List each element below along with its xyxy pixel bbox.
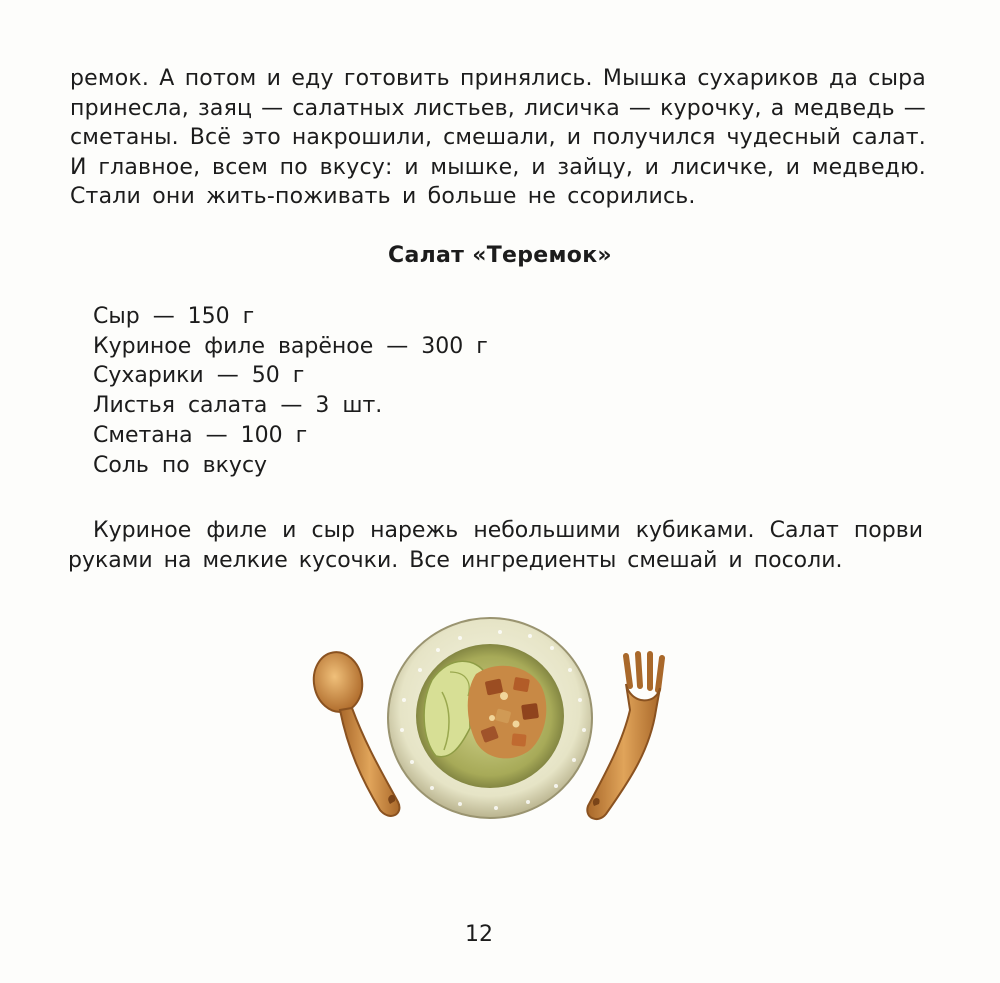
story-line: Стали они жить-поживать и больше не ссорились. bbox=[70, 184, 696, 209]
wooden-spoon-icon bbox=[309, 648, 399, 816]
wooden-fork-icon bbox=[587, 654, 662, 819]
story-line: И главное, всем по вкусу: и мышке, и зайцу, и лисичке, и медведю. bbox=[70, 154, 926, 180]
page-number: 12 bbox=[465, 922, 493, 947]
ingredient-item: Сухарики — 50 г bbox=[93, 363, 305, 389]
ingredients-list bbox=[93, 302, 488, 480]
salad-illustration bbox=[300, 600, 680, 840]
recipe-method bbox=[68, 516, 923, 576]
story-line: ремок. А потом и еду готовить принялись. Мышка сухариков да сыра bbox=[70, 66, 926, 91]
story-line: сметаны. Всё это накрошили, смешали, и получился чудесный салат. bbox=[70, 125, 926, 150]
ingredient-item: Соль по вкусу bbox=[93, 452, 268, 478]
ingredient-item: Куриное филе варёное — 300 г bbox=[93, 333, 488, 359]
story-line: принесла, заяц — салатных листьев, лисичка — курочку, а медведь — bbox=[70, 95, 926, 121]
ingredient-item: Сметана — 100 г bbox=[93, 422, 308, 448]
salad-plate-icon bbox=[388, 618, 592, 818]
ingredient-item: Листья салата — 3 шт. bbox=[93, 393, 383, 419]
method-line: Куриное филе и сыр нарежь небольшими кубиками. Салат порви bbox=[93, 518, 923, 543]
story-text bbox=[70, 64, 926, 212]
method-line: руками на мелкие кусочки. Все ингредиенты смешай и посоли. bbox=[68, 548, 843, 573]
recipe-title: Салат «Теремок» bbox=[388, 243, 612, 268]
ingredient-item: Сыр — 150 г bbox=[93, 304, 255, 329]
